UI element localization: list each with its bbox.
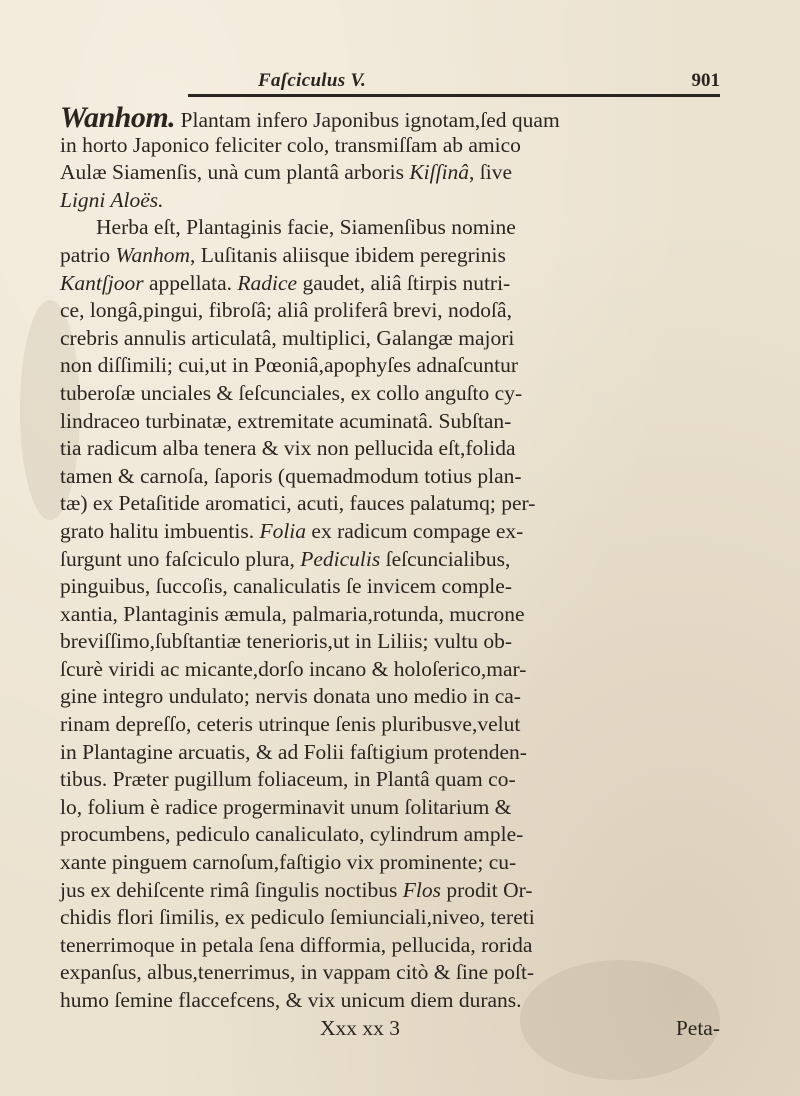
text-segment: appellata.: [143, 270, 238, 295]
catch-row: [60, 1015, 720, 1043]
text-line: [60, 408, 720, 436]
text-segment: gine integro undulato; nervis donata uno medio in ca-: [60, 684, 521, 709]
text-segment: tenerrimoque in petala ſena difformia, pellucida, rorida: [60, 932, 533, 957]
text-segment: patrio: [60, 242, 116, 267]
text-segment: ce, longâ,pingui, fibroſâ; aliâ proliferâ brevi, nodoſâ,: [60, 298, 512, 323]
text-segment: tamen & carnoſa, ſaporis (quemadmodum totius plan-: [60, 463, 522, 488]
text-line: [60, 297, 720, 325]
italic-term: Pediculis: [300, 546, 381, 571]
text-segment: xante pinguem carnoſum,faſtigio vix prominente; cu-: [60, 850, 517, 875]
text-segment: non diſſimili; cui,ut in Pœoniâ,apophyſes adnaſcuntur: [60, 353, 519, 378]
text-segment: ſcurè viridi ac micante,dorſo incano & holoſerico,mar-: [60, 656, 527, 681]
text-segment: breviſſimo,ſubſtantiæ tenerioris,ut in Liliis; vultu ob-: [60, 629, 513, 654]
italic-term: Flos: [402, 877, 441, 902]
text-segment: , ſive: [469, 160, 513, 185]
text-line: [60, 101, 720, 134]
text-line: [60, 214, 720, 242]
text-segment: rinam depreſſo, ceteris utrinque ſenis pluribusve,velut: [60, 712, 521, 737]
text-line: [60, 187, 720, 215]
text-line: [60, 932, 720, 960]
text-segment: humo ſemine flaccefcens, & vix unicum diem durans.: [60, 988, 522, 1012]
text-segment: Herba eſt, Plantaginis facie, Siamenſibus nomine: [96, 215, 516, 240]
text-segment: tuberoſæ unciales & ſeſcunciales, ex collo anguſto cy-: [60, 380, 523, 405]
running-title: Faſciculus V.: [258, 70, 367, 91]
text-line: [60, 380, 720, 408]
text-line: [60, 794, 720, 822]
text-segment: expanſus, albus,tenerrimus, in vappam citò & ſine poſt-: [60, 960, 535, 985]
text-segment: crebris annulis articulatâ, multiplici, Galangæ majori: [60, 325, 515, 350]
text-line: [60, 656, 720, 684]
body-text: [60, 101, 720, 1042]
catchword: Peta-: [675, 1015, 720, 1040]
italic-term: Radice: [237, 270, 298, 295]
text-line: [60, 821, 720, 849]
text-line: [60, 270, 720, 298]
text-segment: procumbens, pediculo canaliculato, cylindrum ample-: [60, 822, 524, 847]
text-segment: ex radicum compage ex-: [306, 518, 524, 543]
text-line: [60, 877, 720, 905]
signature-mark: Xxx xx 3: [320, 1015, 401, 1040]
text-segment: gaudet, aliâ ſtirpis nutri-: [297, 270, 511, 295]
text-segment: lo, folium è radice progerminavit unum ſolitarium &: [60, 794, 512, 819]
text-segment: , Luſitanis aliisque ibidem peregrinis: [190, 242, 506, 267]
text-segment: xantia, Plantaginis æmula, palmaria,rotunda, mucrone: [60, 601, 525, 626]
page-number: 901: [691, 70, 720, 91]
text-segment: tæ) ex Petaſitide aromatici, acuti, fauces palatumq; per-: [60, 491, 536, 516]
text-segment: jus ex dehiſcente rimâ ſingulis noctibus: [60, 877, 403, 902]
text-segment: tia radicum alba tenera & vix non pellucida eſt,folida: [60, 436, 516, 461]
text-line: [60, 132, 720, 160]
text-line: [60, 683, 720, 711]
text-segment: pinguibus, ſuccoſis, canaliculatis ſe invicem comple-: [60, 574, 512, 599]
text-line: [60, 711, 720, 739]
text-line: [60, 463, 720, 491]
text-segment: in Plantagine arcuatis, & ad Folii faſtigium protenden-: [60, 739, 527, 764]
italic-term: Kiſſinâ: [409, 160, 470, 185]
text-line: [60, 628, 720, 656]
text-line: [60, 352, 720, 380]
italic-term: Ligni Aloës.: [60, 187, 164, 212]
italic-term: Kantſjoor: [60, 270, 144, 295]
text-line: [60, 546, 720, 574]
text-line: [60, 849, 720, 877]
text-line: [60, 766, 720, 794]
text-line: [60, 325, 720, 353]
text-segment: lindraceo turbinatæ, extremitate acuminatâ. Subſtan-: [60, 408, 512, 433]
text-line: [60, 904, 720, 932]
text-line: [60, 490, 720, 518]
header-rule: [188, 94, 720, 97]
text-segment: chidis flori ſimilis, ex pediculo ſemiunciali,niveo, tereti: [60, 905, 535, 930]
text-line: [60, 242, 720, 270]
text-line: [60, 959, 720, 987]
text-segment: grato halitu imbuentis.: [60, 518, 260, 543]
italic-term: Wanhom: [115, 242, 190, 267]
text-segment: Aulæ Siamenſis, unà cum plantâ arboris: [60, 160, 410, 185]
text-line: [60, 601, 720, 629]
text-segment: prodit Or-: [440, 877, 533, 902]
text-line: [60, 573, 720, 601]
text-line: [60, 739, 720, 767]
running-head: [58, 70, 720, 96]
text-segment: ſurgunt uno faſciculo plura,: [60, 546, 301, 571]
text-segment: in horto Japonico feliciter colo, transmiſſam ab amico: [60, 132, 521, 157]
entry-heading: Wanhom.: [60, 101, 176, 134]
text-line: [60, 435, 720, 463]
text-line: [60, 518, 720, 546]
text-segment: Plantam infero Japonibus ignotam,ſed quam: [175, 108, 560, 132]
text-segment: tibus. Præter pugillum foliaceum, in Plantâ quam co-: [60, 767, 516, 792]
text-line: [60, 159, 720, 187]
text-segment: ſeſcuncialibus,: [380, 546, 511, 571]
text-line: [60, 987, 720, 1015]
italic-term: Folia: [259, 518, 307, 543]
